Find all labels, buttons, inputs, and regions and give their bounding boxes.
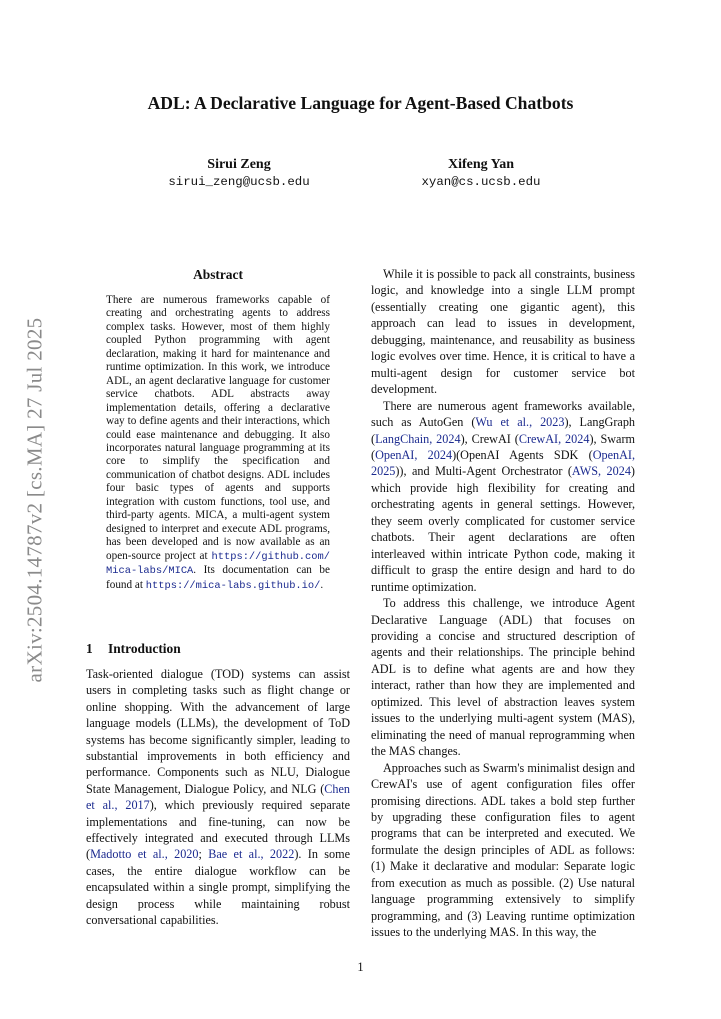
abstract-text: There are numerous frameworks capable of creating and orchestrating agents to address complex tasks. However, most of them highly coupled Python programming with agent declaration, making it hard for maintenance and runtime optimization. In this work, we introduce ADL, an agent declarative language for customer service chatbots. ADL abstracts away implementation details, offering a declarative way to define agents and their interactions, which could ease maintenance and debugging. It also incorporates natural language programming at its core to simplify the specification and communication of chatbot designs. ADL includes four basic types of agents and supports integration with custom functions, tool use, and third-party agents. MICA, a multi-agent system designed to interpret and execute ADL programs, has been developed and is now available as an open-source project at bbox=[106, 294, 330, 562]
body-text: ), LangGraph ( bbox=[371, 415, 636, 446]
body-text: )(OpenAI Agents SDK ( bbox=[452, 447, 593, 462]
github-link[interactable]: https://github.com/Mica-labs/MICA bbox=[106, 550, 330, 578]
body-text: ). In some cases, the entire dialogue workflow can be encapsulated within a single prompt, simplifying the design process while maintaining robust conversational capabilities. bbox=[86, 847, 351, 928]
author-email: sirui_zeng@ucsb.edu bbox=[168, 175, 310, 189]
paragraph: While it is possible to pack all constraints, business logic, and knowledge into a single LLM prompt (essentially creating one gigantic agent), this approach can lead to issues in development, debugging, maintenance, and reusability as business logic evolves over time. Hence, it is critical to have a multi-agent design for customer service bot development. bbox=[371, 267, 635, 397]
author-name: Xifeng Yan bbox=[448, 157, 514, 172]
citation-link[interactable]: Wu et al., 2023 bbox=[475, 415, 565, 430]
abstract-body bbox=[106, 294, 330, 593]
abstract-text: . bbox=[320, 578, 324, 591]
section-heading bbox=[86, 641, 350, 657]
body-text: ; bbox=[198, 847, 209, 862]
citation-link[interactable]: Bae et al., 2022 bbox=[208, 847, 295, 862]
arxiv-sidebar bbox=[24, 300, 46, 700]
body-text: ), which previously required separate implementations and fine-tuning, can now be effectively integrated and executed through LLMs ( bbox=[86, 798, 350, 862]
body-text: ), Swarm ( bbox=[371, 431, 635, 462]
author-name: Sirui Zeng bbox=[207, 157, 271, 172]
right-column bbox=[371, 266, 635, 941]
body-text: ), CrewAI ( bbox=[460, 431, 519, 446]
body-text: ) which provide high flexibility for creating and orchestrating agents in general settings. However, they seem overly complicated for customer service chatbots. Their agent declarations are often interleaved within intricate Python code, making it difficult to grasp the entire design and hard to do runtime optimization. bbox=[371, 464, 635, 594]
citation-link[interactable]: Madotto et al., 2020 bbox=[90, 847, 199, 862]
page-number: 1 bbox=[357, 960, 364, 974]
author-email: xyan@cs.ucsb.edu bbox=[421, 175, 541, 189]
paragraph bbox=[371, 398, 635, 595]
citation-link[interactable]: LangChain, 2024 bbox=[375, 431, 461, 446]
author-block bbox=[109, 156, 369, 191]
intro-paragraph bbox=[86, 666, 350, 929]
citation-link[interactable]: AWS, 2024 bbox=[571, 464, 631, 479]
body-text: )), and Multi-Agent Orchestrator ( bbox=[395, 464, 572, 479]
paper-title: ADL: A Declarative Language for Agent-Based Chatbots bbox=[147, 93, 574, 113]
arxiv-stamp: arXiv:2504.14787v2 [cs.MA] 27 Jul 2025 bbox=[22, 317, 47, 683]
author-block bbox=[351, 156, 611, 191]
section-number: 1 bbox=[86, 641, 93, 656]
paragraph: To address this challenge, we introduce Agent Declarative Language (ADL) that focuses on providing a concise and structured description of agents and their relationships. The principle behind ADL is to define what agents are and how they interact, rather than how they are implemented and optimized. This level of abstraction leaves system issues to the underlying multi-agent system (MAS), eliminating the need of manual reprogramming when the MAS changes. bbox=[371, 596, 635, 759]
abstract-text: . Its documentation can be found at bbox=[106, 564, 330, 591]
citation-link[interactable]: OpenAI, 2025 bbox=[371, 447, 635, 479]
citation-link[interactable]: Chen et al., 2017 bbox=[86, 781, 350, 813]
citation-link[interactable]: CrewAI, 2024 bbox=[518, 431, 590, 446]
citation-link[interactable]: OpenAI, 2024 bbox=[375, 447, 453, 462]
docs-link[interactable]: https://mica-labs.github.io/ bbox=[145, 579, 321, 592]
abstract-heading: Abstract bbox=[193, 267, 243, 282]
body-text: There are numerous agent frameworks available, such as AutoGen ( bbox=[371, 398, 635, 430]
body-text: Task-oriented dialogue (TOD) systems can assist users in completing tasks such as flight change or online shopping. With the advancement of large language models (LLMs), the development of ToD systems has become significantly simpler, leading to substantial improvements in both efficiency and performance. Components such as NLU, Dialogue State Management, Dialogue Policy, and NLG ( bbox=[86, 667, 350, 796]
section-title: Introduction bbox=[108, 641, 181, 656]
paragraph: Approaches such as Swarm's minimalist design and CrewAI's use of agent configuration files offer promising directions. ADL takes a bold step further by upgrading these configuration files to agent programs that can be interpreted and executed. We formulate the design principles of ADL as follows: (1) Make it declarative and modular: Separate logic from execution as much as possible. (2) Use natural language programming extensively to simplify programming, and (3) Leaving runtime optimization issues to the underlying MAS. In this way, the bbox=[371, 760, 635, 940]
